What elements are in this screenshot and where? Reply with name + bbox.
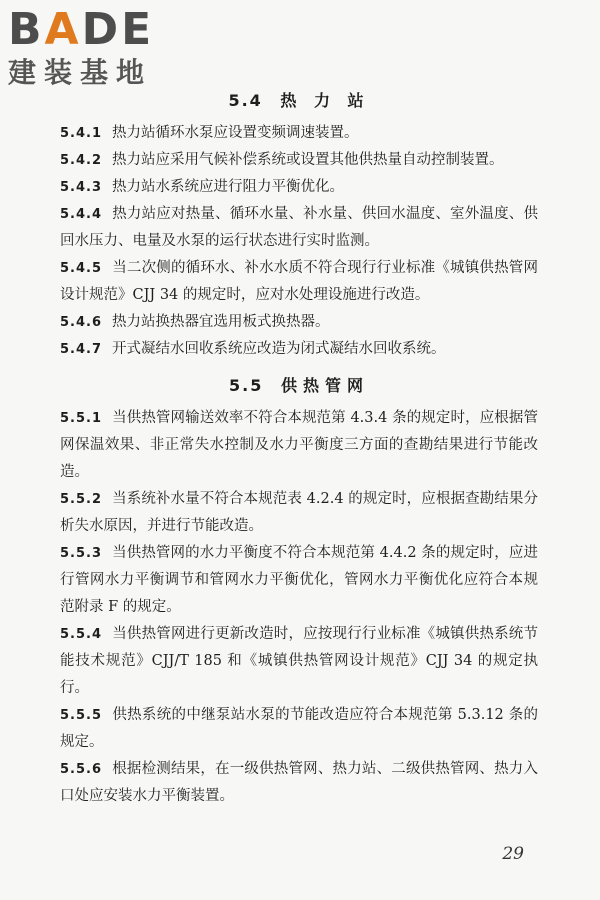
clause-number: 5.5.1	[60, 411, 103, 426]
clause-number: 5.4.4	[60, 207, 103, 222]
section-number: 5.5	[229, 376, 264, 395]
clause-text: 热力站应对热量、循环水量、补水量、供回水温度、室外温度、供回水压力、电量及水泵的运行状态进行实时监测。	[60, 206, 538, 249]
logo-accent-letter: A	[44, 4, 82, 55]
clause-text: 热力站水系统应进行阻力平衡优化。	[112, 179, 345, 195]
clause-number: 5.5.5	[60, 708, 103, 723]
section-number: 5.4	[228, 91, 263, 110]
clause-5-4-6	[60, 309, 538, 336]
clause-number: 5.4.1	[60, 126, 103, 141]
page-number: 29	[502, 844, 524, 864]
section-heading-5-5	[60, 371, 538, 401]
logo-subtitle: 建装基地	[8, 56, 153, 89]
clause-5-5-3	[60, 540, 538, 621]
clause-5-4-2	[60, 147, 538, 174]
clause-text: 热力站循环水泵应设置变频调速装置。	[112, 125, 359, 141]
document-body	[60, 86, 538, 810]
clause-5-5-1	[60, 405, 538, 486]
clause-number: 5.5.3	[60, 546, 103, 561]
clause-5-4-1	[60, 120, 538, 147]
clause-text: 当供热管网输送效率不符合本规范第 4.3.4 条的规定时，应根据管网保温效果、非正常失水控制及水力平衡度三方面的查勘结果进行节能改造。	[60, 410, 538, 480]
clause-5-4-5	[60, 255, 538, 309]
clause-text: 根据检测结果，在一级供热管网、热力站、二级供热管网、热力入口处应安装水力平衡装置。	[60, 761, 538, 804]
clause-number: 5.4.6	[60, 315, 103, 330]
clause-text: 当系统补水量不符合本规范表 4.2.4 的规定时，应根据查勘结果分析失水原因，并进行节能改造。	[60, 491, 538, 534]
clause-text: 热力站换热器宜选用板式换热器。	[112, 314, 330, 330]
section-heading-5-4	[60, 86, 538, 116]
clause-number: 5.5.4	[60, 627, 103, 642]
clause-text: 供热系统的中继泵站水泵的节能改造应符合本规范第 5.3.12 条的规定。	[60, 707, 538, 750]
clause-5-5-6	[60, 756, 538, 810]
clause-text: 当二次侧的循环水、补水水质不符合现行行业标准《城镇供热管网设计规范》CJJ 34 的规定时，应对水处理设施进行改造。	[60, 260, 538, 303]
clause-text: 当供热管网的水力平衡度不符合本规范第 4.4.2 条的规定时，应进行管网水力平衡调节和管网水力平衡优化，管网水力平衡优化应符合本规范附录 F 的规定。	[60, 545, 538, 615]
clause-number: 5.4.5	[60, 261, 103, 276]
clause-5-5-2	[60, 486, 538, 540]
clause-5-4-4	[60, 201, 538, 255]
clause-number: 5.4.3	[60, 180, 103, 195]
clause-text: 当供热管网进行更新改造时，应按现行行业标准《城镇供热系统节能技术规范》CJJ/T 185 和《城镇供热管网设计规范》CJJ 34 的规定执行。	[60, 626, 538, 696]
clause-5-5-4	[60, 621, 538, 702]
clause-5-4-3	[60, 174, 538, 201]
clause-5-4-7	[60, 336, 538, 363]
clause-5-5-5	[60, 702, 538, 756]
section-title: 热 力 站	[280, 91, 370, 110]
clause-number: 5.4.7	[60, 342, 103, 357]
clause-text: 开式凝结水回收系统应改造为闭式凝结水回收系统。	[112, 341, 446, 357]
clause-number: 5.5.6	[60, 762, 103, 777]
clause-text: 热力站应采用气候补偿系统或设置其他供热量自动控制装置。	[112, 152, 504, 168]
clause-number: 5.5.2	[60, 492, 103, 507]
logo-wordmark: BADE	[8, 4, 155, 55]
section-title: 供热管网	[280, 376, 369, 395]
bade-logo	[8, 6, 178, 90]
clause-number: 5.4.2	[60, 153, 103, 168]
